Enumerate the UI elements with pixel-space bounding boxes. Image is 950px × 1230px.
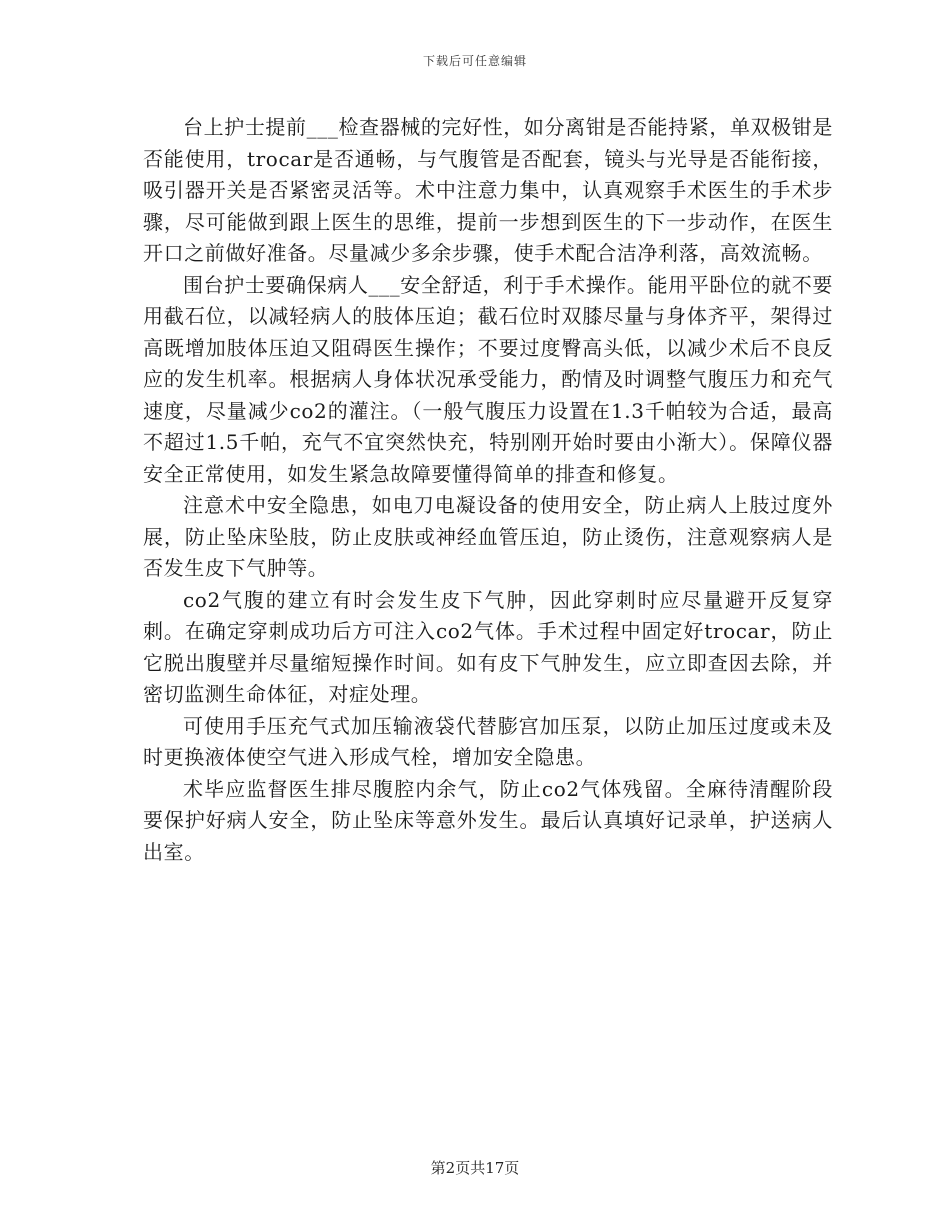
page-number: 第2页共17页 xyxy=(430,1159,520,1177)
paragraph-subcutaneous-emphysema: co2气腹的建立有时会发生皮下气肿，因此穿刺时应尽量避开反复穿刺。在确定穿刺成功后方可注入co2气体。手术过程中固定好trocar，防止它脱出腹壁并尽量缩短操作时间。如有皮下气肿发生，应立即查因去除，并密切监测生命体征，对症处理。 xyxy=(143,587,833,706)
page-header: 下载后可任意编辑 xyxy=(422,54,527,68)
paragraph-post-surgery: 术毕应监督医生排尽腹腔内余气，防止co2气体残留。全麻待清醒阶段要保护好病人安全，防止坠床等意外发生。最后认真填好记录单，护送病人出室。 xyxy=(143,776,833,864)
paragraph-pressure-bag: 可使用手压充气式加压输液袋代替膨宫加压泵，以防止加压过度或未及时更换液体使空气进入形成气栓，增加安全隐患。 xyxy=(143,713,833,769)
paragraph-safety-hazards: 注意术中安全隐患，如电刀电凝设备的使用安全，防止病人上肢过度外展，防止坠床坠肢，防止皮肤或神经血管压迫，防止烫伤，注意观察病人是否发生皮下气肿等。 xyxy=(143,493,833,580)
document-body xyxy=(143,112,833,868)
paragraph-patient-positioning: 围台护士要确保病人___安全舒适，利于手术操作。能用平卧位的就不要用截石位，以减轻病人的肢体压迫；截石位时双膝尽量与身体齐平，架得过高既增加肢体压迫又阻碍医生操作；不要过度臀高头低，以减少术后不良反应的发生机率。根据病人身体状况承受能力，酌情及时调整气腹压力和充气速度，尽量减少co2的灌注。（一般气腹压力设置在1.3千帕较为合适，最高不超过1.5千帕，充气不宜突然快充，特别刚开始时要由小渐大）。保障仪器安全正常使用，如发生紧急故障要懂得简单的排查和修复。 xyxy=(143,272,833,486)
paragraph-instrument-check: 台上护士提前___检查器械的完好性，如分离钳是否能持紧，单双极钳是否能使用，trocar是否通畅，与气腹管是否配套，镜头与光导是否能衔接，吸引器开关是否紧密灵活等。术中注意力集中，认真观察手术医生的手术步骤，尽可能做到跟上医生的思维，提前一步想到医生的下一步动作，在医生开口之前做好准备。尽量减少多余步骤，使手术配合洁净利落，高效流畅。 xyxy=(143,115,833,265)
